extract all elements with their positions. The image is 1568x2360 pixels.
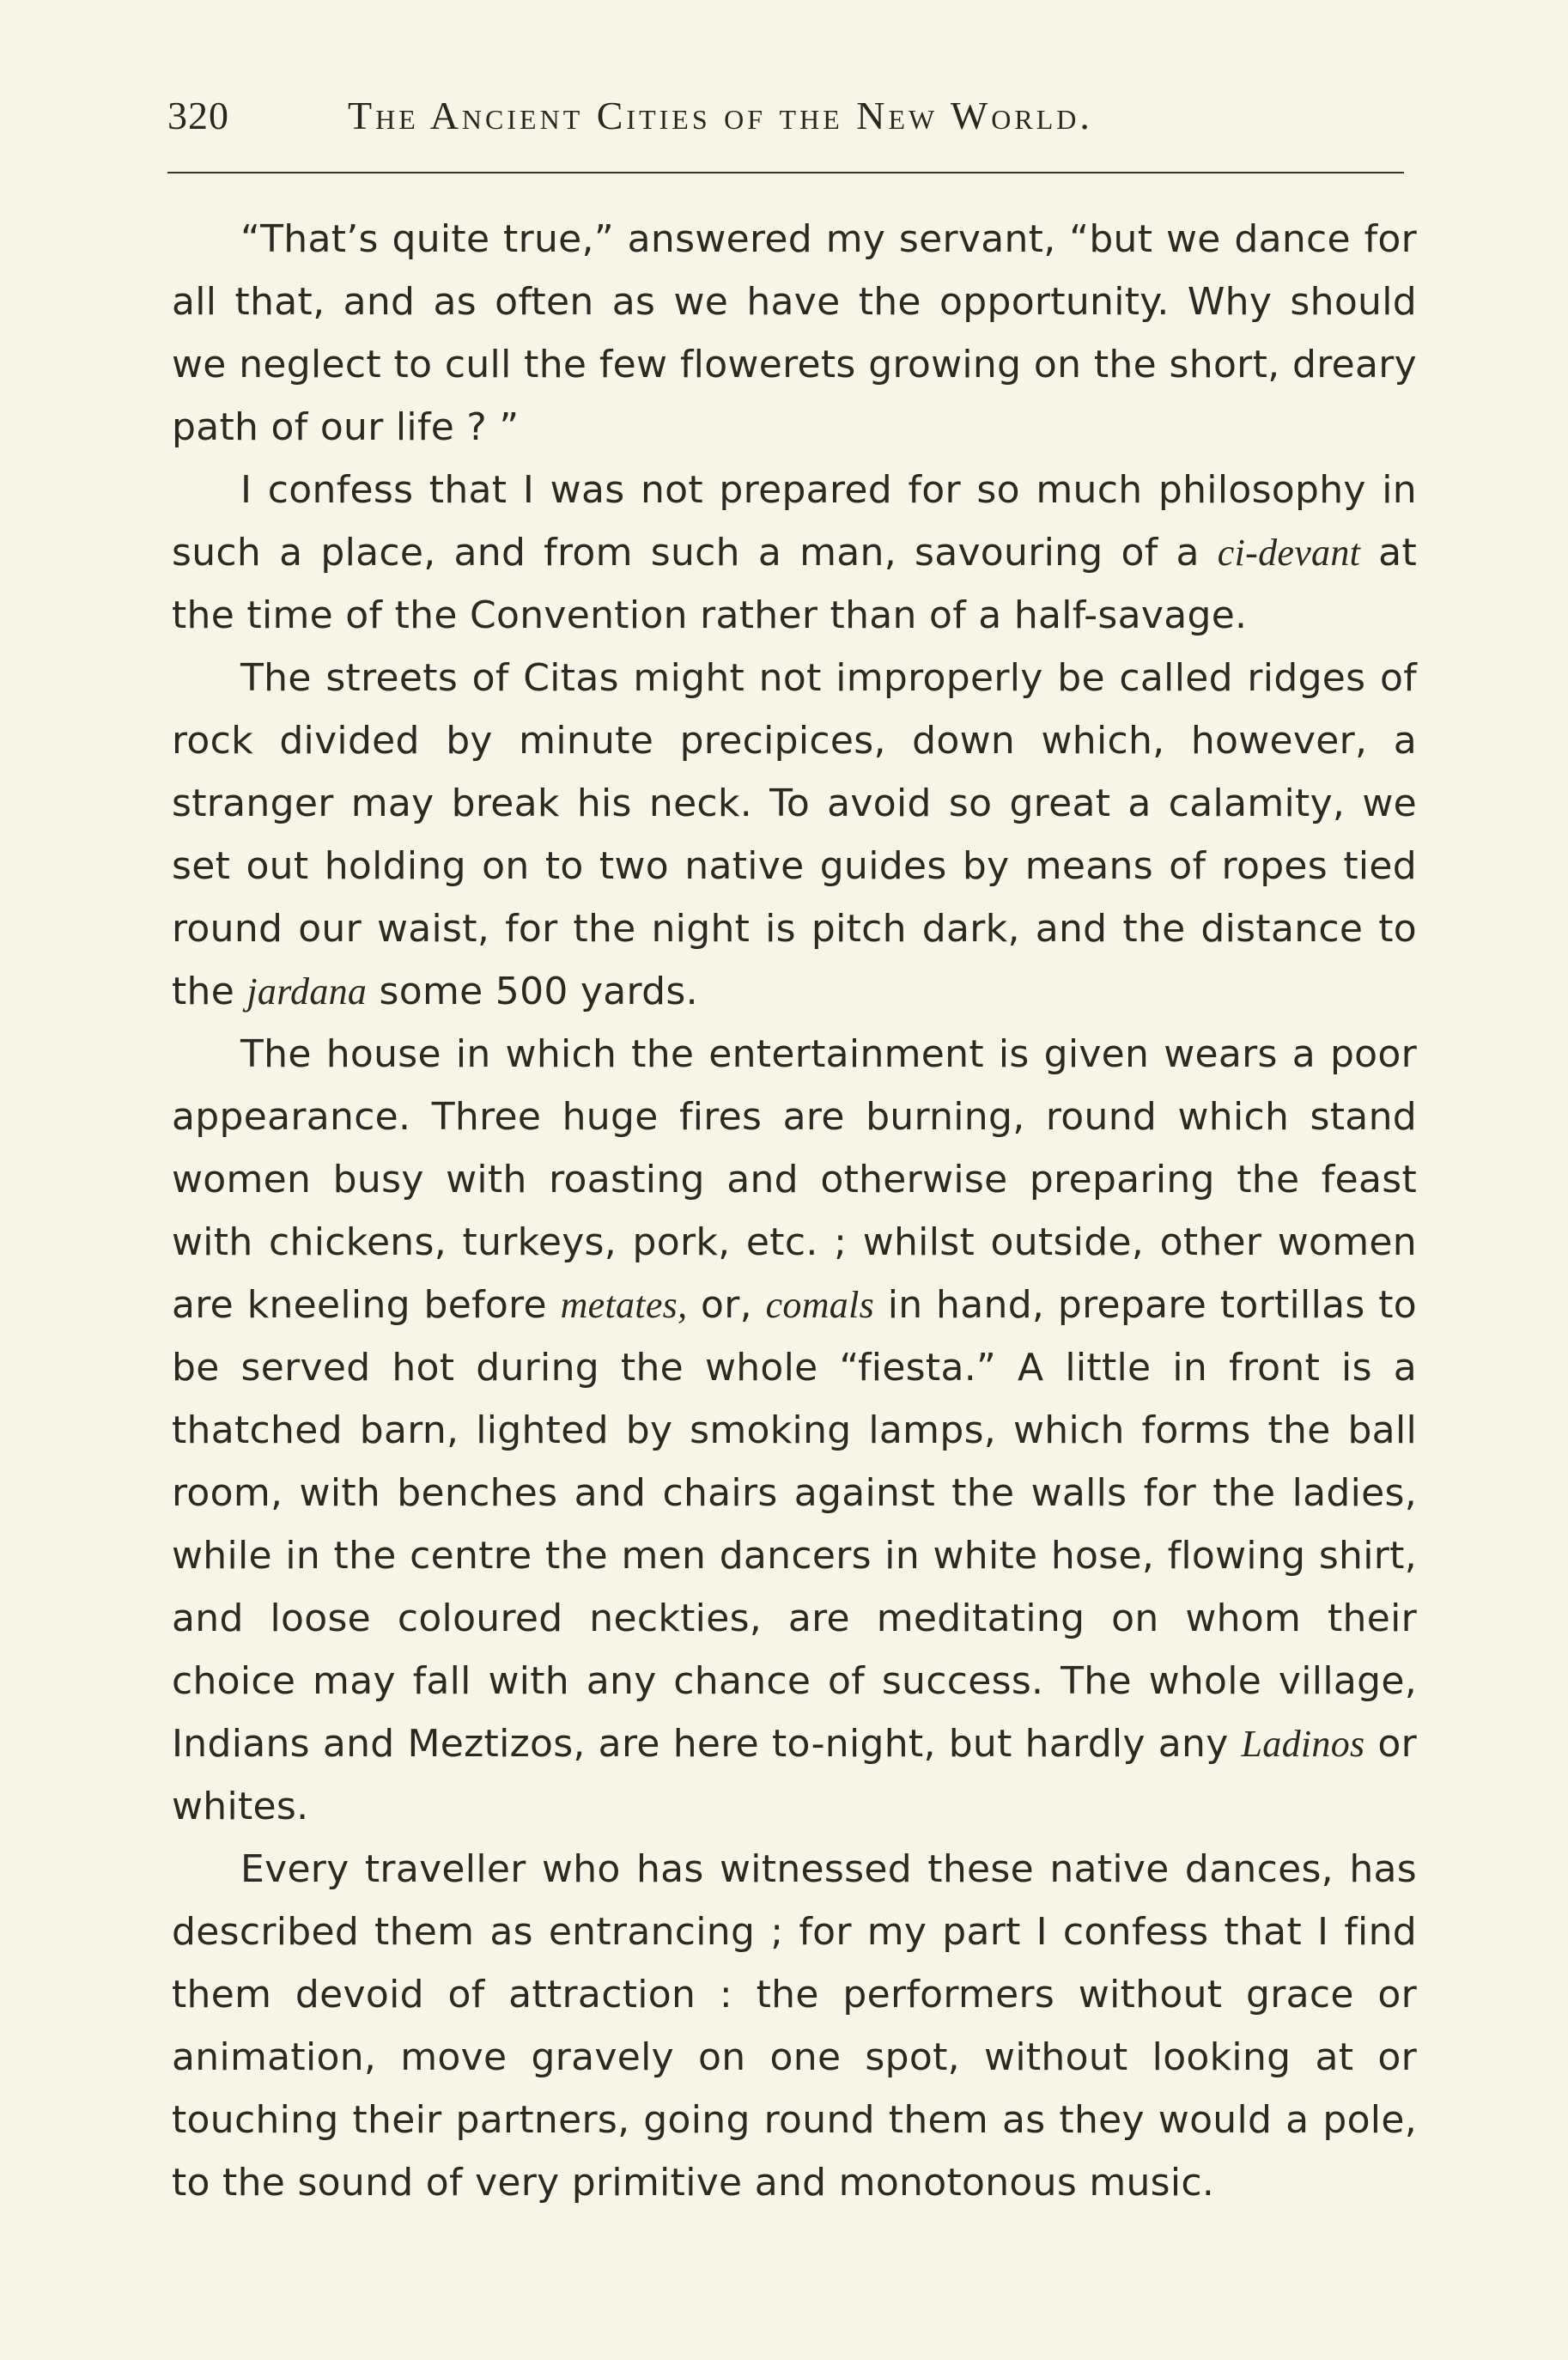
italic-term-ci-devant: ci-devant [1217, 532, 1361, 574]
header-rule [167, 172, 1404, 173]
paragraph-3-text-b: some 500 yards. [367, 970, 698, 1013]
paragraph-4-text-b: or, [687, 1283, 766, 1327]
italic-term-comals: comals [765, 1284, 875, 1326]
paragraph-5 [172, 1838, 1417, 2214]
paragraph-4-text-c: in hand, prepare tortillas to be served hot during the whole “fiesta.” A little in front is a thatched barn, lighted by smoking lamps, which forms the ball room, with benches and chairs against the walls for the ladies, while in the centre the men dancers in white hose, flowing shirt, and loose coloured neckties, are meditating on whom their choice may fall with any chance of success. The whole village, Indians and Meztizos, are here to-night, but hardly any [172, 1283, 1418, 1766]
paragraph-2-text-a: I confess that I was not prepared for so much philosophy in such a place, and from such a man, savouring of a [172, 468, 1417, 575]
paragraph-4-text-d: or whites. [172, 1722, 1417, 1828]
italic-term-jardana: jardana [246, 970, 368, 1013]
paragraph-3 [172, 647, 1417, 1023]
paragraph-1-text: “That’s quite true,” answered my servant, “but we dance for all that, and as often as we have the opportunity. Why should we neglect to cull the few flowerets growing on the short, dreary path of our life ? ” [172, 217, 1417, 449]
paragraph-2 [172, 459, 1417, 647]
italic-term-ladinos: Ladinos [1241, 1723, 1365, 1765]
page-number: 320 [167, 94, 229, 137]
paragraph-4 [172, 1023, 1417, 1838]
page-header [167, 86, 1421, 146]
paragraph-4-text-a: The house in which the entertainment is given wears a poor appearance. Three huge fires are burning, round which stand women busy with roasting and otherwise preparing the feast with chickens, turkeys, pork, etc. ; whilst outside, other women are kneeling before [172, 1032, 1417, 1327]
paragraph-5-text: Every traveller who has witnessed these native dances, has described them as entrancing ; for my part I confess that I find them devoid of attraction : the performers without grace or animation, move gravely on one spot, without looking at or touching their partners, going round them as they would a pole, to the sound of very primitive and monotonous music. [172, 1847, 1417, 2205]
body-text [172, 208, 1417, 2214]
paragraph-1 [172, 208, 1417, 459]
paragraph-2-text-b: at the time of the Convention rather than of a half-savage. [172, 531, 1417, 637]
italic-term-metates: metates, [560, 1284, 688, 1326]
running-title: The Ancient Cities of the New World. [348, 94, 1093, 137]
paragraph-3-text-a: The streets of Citas might not improperly be called ridges of rock divided by minute precipices, down which, however, a stranger may break his neck. To avoid so great a calamity, we set out holding on to two native guides by means of ropes tied round our waist, for the night is pitch dark, and the distance to the [172, 656, 1417, 1013]
